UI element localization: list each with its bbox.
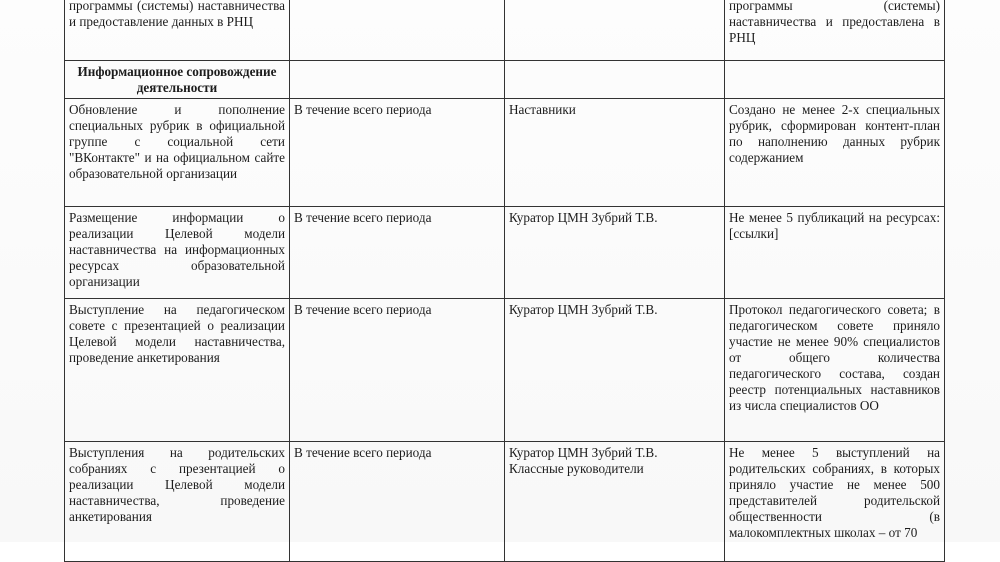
activity-cell: Выступление на педагогическом совете с презентацией о реализации Целевой модели наставничества, проведение анкетирования <box>65 299 290 442</box>
activity-cell: Обновление и пополнение специальных рубрик в официальной группе с социальной сети "ВКонтакте" и на официальном сайте образовательной организации <box>65 99 290 207</box>
section-header: Информационное сопровождение деятельности <box>65 61 290 99</box>
activity-cell: программы (системы) наставничества и предоставление данных в РНЦ <box>65 0 290 61</box>
section-header-row <box>65 61 945 99</box>
responsible-name: Куратор ЦМН Зубрий Т.В. <box>509 210 658 225</box>
period-cell: В течение всего периода <box>290 207 505 299</box>
result-cell: Протокол педагогического совета; в педагогическом совете приняло участие не менее 90% специалистов от общего количества педагогического состава, создан реестр потенциальных наставников из числа специалистов ОО <box>725 299 945 442</box>
empty-cell <box>505 61 725 99</box>
result-cell: Не менее 5 выступлений на родительских собраниях, в которых приняло участие не менее 500 представителей родительской общественности (в малокомплектных школах – от 70 <box>725 442 945 562</box>
empty-cell <box>725 61 945 99</box>
result-cell: программы (системы) наставничества и предоставлена в РНЦ <box>725 0 945 61</box>
result-cell: Не менее 5 публикаций на ресурсах: [ссылки] <box>725 207 945 299</box>
period-cell <box>290 0 505 61</box>
activity-cell: Выступления на родительских собраниях с презентацией о реализации Целевой модели наставничества, проведение анкетирования <box>65 442 290 562</box>
responsible-cell <box>505 207 725 299</box>
table-row <box>65 299 945 442</box>
responsible-cell <box>505 0 725 61</box>
responsible-cell <box>505 299 725 442</box>
responsible-name: Классные руководители <box>509 461 644 476</box>
table-row <box>65 0 945 61</box>
responsible-cell <box>505 99 725 207</box>
period-cell: В течение всего периода <box>290 99 505 207</box>
table-row <box>65 99 945 207</box>
empty-cell <box>290 61 505 99</box>
period-cell: В течение всего периода <box>290 299 505 442</box>
responsible-name: Куратор ЦМН Зубрий Т.В. <box>509 302 658 317</box>
responsible-cell <box>505 442 725 562</box>
table-row <box>65 442 945 562</box>
responsible-name: Наставники <box>509 102 576 117</box>
period-cell: В течение всего периода <box>290 442 505 562</box>
result-cell: Создано не менее 2-х специальных рубрик, сформирован контент-план по наполнению данных рубрик содержанием <box>725 99 945 207</box>
plan-table <box>64 0 945 562</box>
table-row <box>65 207 945 299</box>
activity-cell: Размещение информации о реализации Целевой модели наставничества на информационных ресурсах образовательной организации <box>65 207 290 299</box>
responsible-name: Куратор ЦМН Зубрий Т.В. <box>509 445 658 460</box>
